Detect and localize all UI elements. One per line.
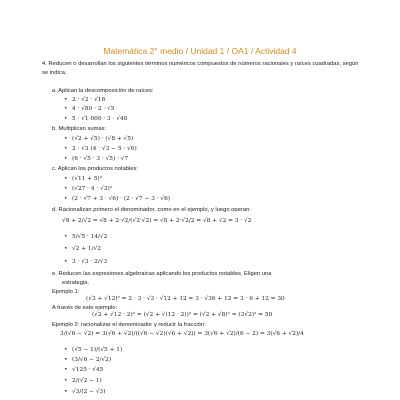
alternative-label: A través de este ejemplo:	[52, 305, 118, 311]
section-e-label-cont: estrategia.	[62, 280, 90, 286]
list-item: • (√5 − 1)/(√5 + 1)	[64, 347, 123, 353]
example-1-label: Ejemplo 1:	[52, 289, 80, 295]
list-item: • (2 · √7 + 3 · √6) · (2 · √7 − 3 · √6)	[64, 196, 171, 202]
list-item: • 2 · √2 · √18	[64, 97, 106, 103]
section-c-label: c. Aplican los productos notables:	[52, 166, 139, 172]
section-a-label: a. Aplican la descomposición de raíces:	[52, 88, 154, 94]
page-title: Matemática 2° medio / Unidad 1 / OA1 / Actividad 4	[103, 46, 297, 56]
list-item: • 5/√5 · 14/√2	[64, 234, 108, 240]
list-item: • 5 · √1 000 · 3 · √40	[64, 116, 128, 122]
section-d-label: d. Racionalizan primero el denominador, como en el ejemplo, y luego operan:	[52, 207, 251, 213]
example-2-label: Ejemplo 2: racionalizar el denominador y reducir la fracción:	[52, 322, 206, 328]
section-b-label: b. Multiplican sumas:	[52, 126, 107, 132]
list-item: • 4 · √80 · 2 · √5	[64, 106, 115, 112]
example-1-equation: (√3 + √12)² = 2 · 3 · √3 · √12 + 12 = 3 · √36 + 12 = 3 · 6 + 12 = 30	[86, 296, 285, 302]
list-item: • (√27 · 4 · √3)²	[64, 186, 113, 192]
example-equation: √8 + 2/√2 = √8 + 2·√2/(√2·√2) = √8 + 2·√2/2 = √8 + √2 = 3 · √2	[62, 218, 252, 224]
section-e-label: e. Reducen las expresiones algebraicas aplicando los productos notables. Eligen una	[52, 271, 272, 277]
list-item: • (3/√6 − 2/√2)	[64, 357, 112, 363]
example-2-equation: 3/(√6 − √2) = 3(√6 + √2)/((√6 − √2)(√6 + √2)) = 3(√6 + √2)/(6 − 2) = 3(√6 + √2)/4	[60, 331, 304, 337]
list-item: • √2 + 1/√2	[64, 246, 101, 252]
instruction-text: 4. Reducen o desarrollan los siguientes términos numéricos compuestos de números racionales y raíces cuadradas, según se indica.	[42, 61, 359, 76]
list-item: • 3 · √3 · 2/√3	[64, 259, 108, 265]
list-item: • √125 · √45	[64, 367, 104, 373]
list-item: • (√2 + √5) · (√8 + √5)	[64, 136, 134, 142]
list-item: • 2/(√2 − 1)	[64, 378, 102, 384]
list-item: • (√11 + 5)²	[64, 176, 103, 182]
list-item: • (6 · √5 · 3 · √5) · √7	[64, 156, 129, 162]
alternative-equation: (√2 + √12 · 2)² = (√2 + √(12 · 2))² = (√2 + √8)² = (3√2)² = 50	[92, 312, 273, 318]
list-item: • √3/(2 − √3)	[64, 389, 106, 395]
list-item: • 2 · √3 (4 · √3 − 5 · √6)	[64, 146, 137, 152]
